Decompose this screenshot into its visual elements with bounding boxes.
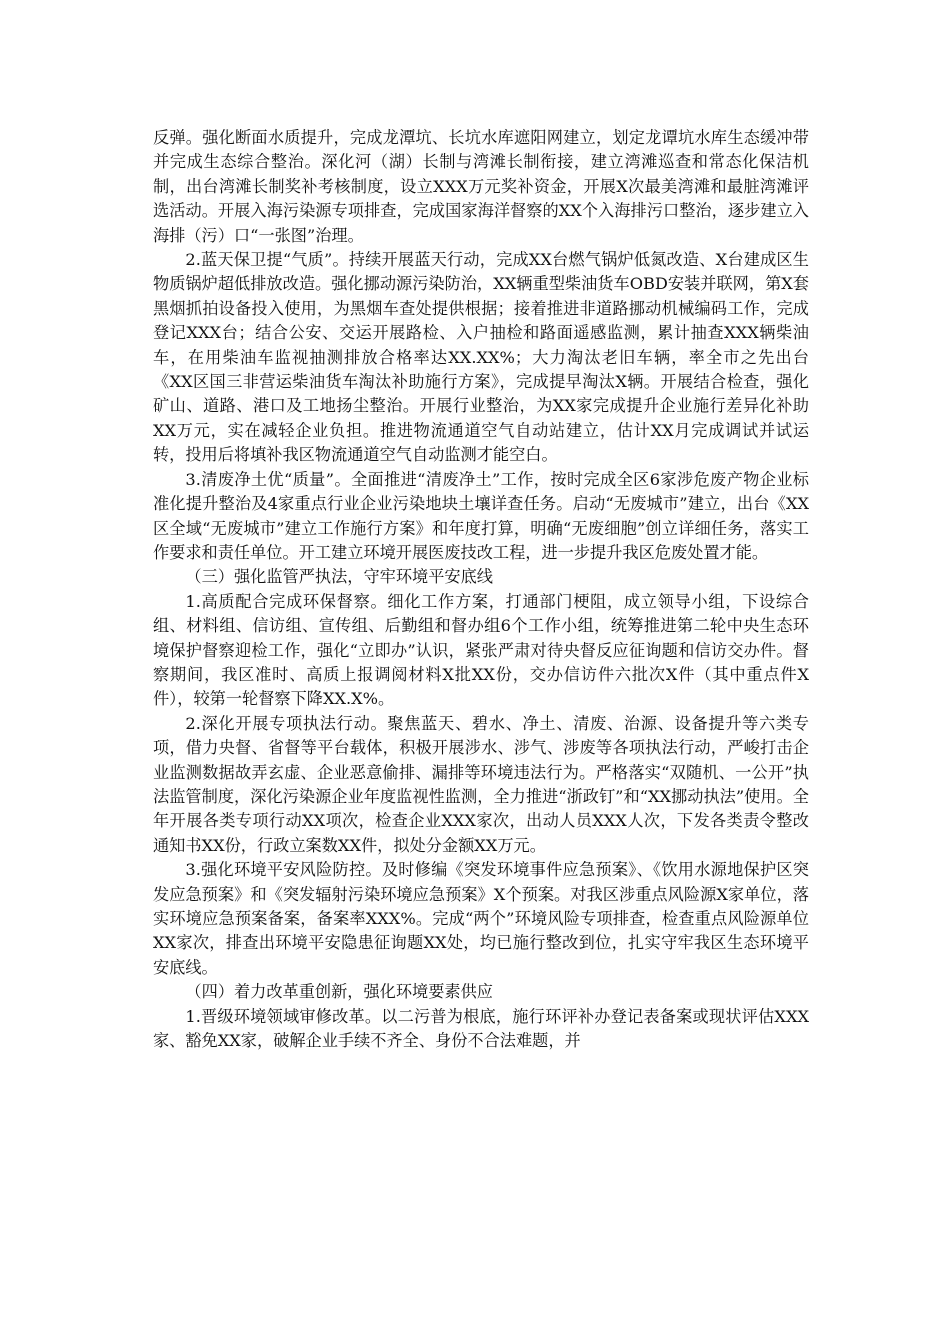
paragraph-water-continuation: 反弹。强化断面水质提升，完成龙潭坑、长坑水库遮阳网建立，划定龙谭坑水库生态缓冲带并完成生态综合整治。深化河（湖）长制与湾滩长制衔接，建立湾滩巡查和常态化保洁机制，出台湾滩长制奖补考核制度，设立XXX万元奖补资金，开展X次最美湾滩和最脏湾滩评选活动。开展入海污染源专项排查，完成国家海洋督察的XX个入海排污口整治，逐步建立入海排（污）口“一张图”治理。 (153, 128, 809, 245)
paragraph-clean-waste: 3.清废净土优“质量”。全面推进“清废净土”工作，按时完成全区6家涉危废产物企业标准化提升整治及4家重点行业企业污染地块土壤详查任务。启动“无废城市”建立，出台《XX区全域“无废城市”建立工作施行方案》和年度打算，明确“无废细胞”创立详细任务，落实工作要求和责任单位。开工建立环境开展医废技改工程，进一步提升我区危废处置才能。 (153, 469, 809, 562)
paragraph-inspection: 1.高质配合完成环保督察。细化工作方案，打通部门梗阻，成立领导小组，下设综合组、材料组、信访组、宣传组、后勤组和督办组6个工作小组，统筹推进第二轮中央生态环境保护督察迎检工作，强化“立即办”认识，紧张严肃对待央督反应征询题和信访交办件。督察期间，我区准时、高质上报调阅材料X批XX份，交办信访件六批次X件（其中重点件X件），较第一轮督察下降XX.X%。 (153, 591, 809, 709)
paragraph-risk-control: 3.强化环境平安风险防控。及时修编《突发环境事件应急预案》、《饮用水源地保护区突发应急预案》和《突发辐射污染环境应急预案》X个预案。对我区涉重点风险源X家单位，落实环境应急预案备案，备案率XXX%。完成“两个”环境风险专项排查，检查重点风险源单位XX家次，排查出环境平安隐患征询题XX处，均已施行整改到位，扎实守牢我区生态环境平安底线。 (153, 860, 809, 977)
paragraph-blue-sky: 2.蓝天保卫提“气质”。持续开展蓝天行动，完成XX台燃气锅炉低氮改造、X台建成区生物质锅炉超低排放改造。强化挪动源污染防治，XX辆重型柴油货车OBD安装并联网，第X套黑烟抓拍设备投入使用，为黑烟车查处提供根据；接着推进非道路挪动机械编码工作，完成登记XXX台；结合公安、交运开展路检、入户抽检和路面遥感监测，累计抽查XXX辆柴油车，在用柴油车监视抽测排放合格率达XX.XX%；大力淘汰老旧车辆，率全市之先出台《XX区国三非营运柴油货车淘汰补助施行方案》，完成提早淘汰X辆。开展结合检查，强化矿山、道路、港口及工地扬尘整治。开展行业整治，为XX家完成提升企业施行差异化补助XX万元，实在减轻企业负担。推进物流通道空气自动站建立，估计XX月完成调试并试运转，投用后将填补我区物流通道空气自动监测才能空白。 (153, 250, 809, 465)
section-heading-reform: （四）着力改革重创新，强化环境要素供应 (185, 982, 493, 1002)
document-page (153, 126, 809, 1053)
paragraph-enforcement: 2.深化开展专项执法行动。聚焦蓝天、碧水、净土、清废、治源、设备提升等六类专项，借力央督、省督等平台载体，积极开展涉水、涉气、涉废等各项执法行动，严峻打击企业监测数据故弄玄虚、企业恶意偷排、漏排等环境违法行为。严格落实“双随机、一公开”执法监管制度，深化污染源企业年度监视性监测，全力推进“浙政钉”和“XX挪动执法”使用。全年开展各类专项行动XX项次，检查企业XXX家次，出动人员XXX人次，下发各类责令整改通知书XX份，行政立案数XX件，拟处分金额XX万元。 (153, 713, 809, 855)
paragraph-approval-reform: 1.晋级环境领域审修改革。以二污普为根底，施行环评补办登记表备案或现状评估XXX家、豁免XX家，破解企业手续不齐全、身份不合法难题，并 (153, 1006, 809, 1051)
section-heading-supervision: （三）强化监管严执法，守牢环境平安底线 (185, 567, 493, 587)
